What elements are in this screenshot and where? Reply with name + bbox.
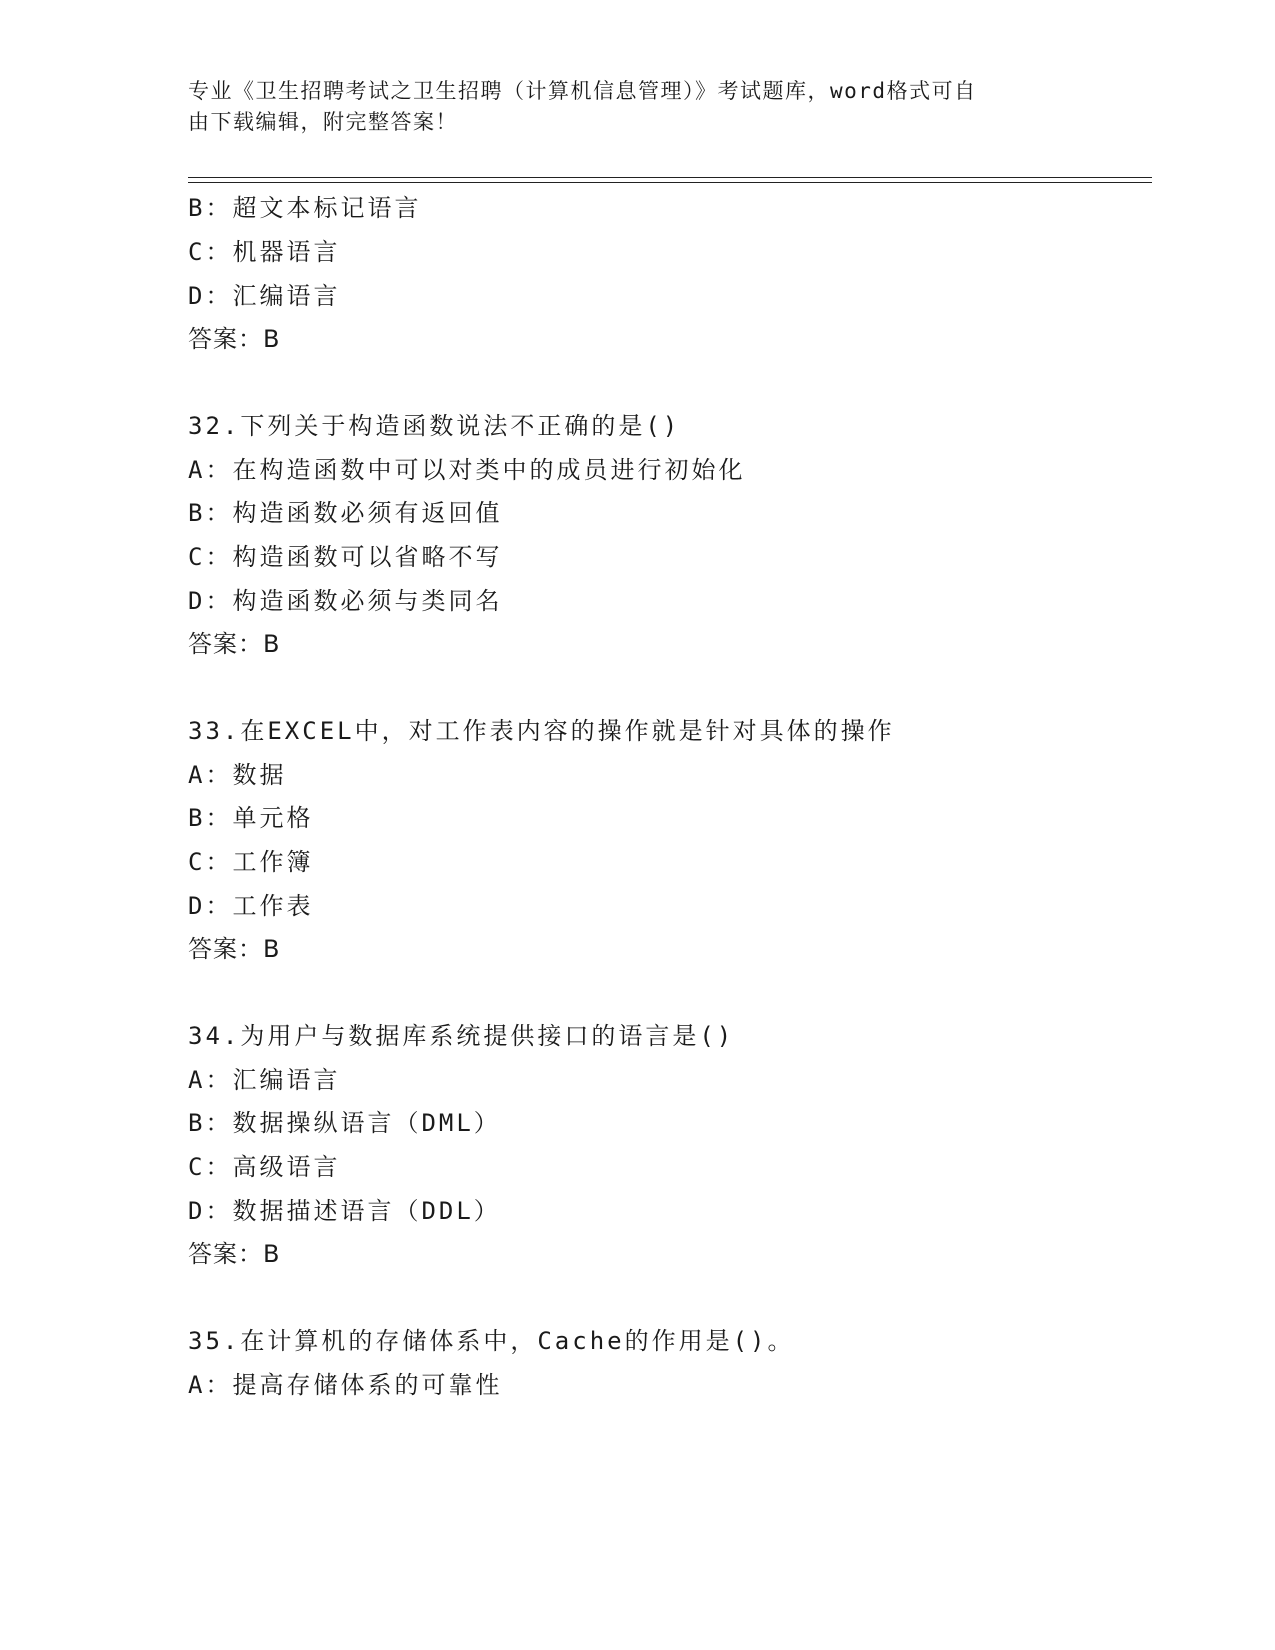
- header-divider-top: [188, 177, 1152, 178]
- document-header: [188, 76, 1088, 138]
- question-stem: 32.下列关于构造函数说法不正确的是(): [188, 412, 681, 440]
- answer-line: 答案：B: [188, 1240, 281, 1268]
- option-d: D：汇编语言: [188, 282, 341, 310]
- header-line-2: 由下载编辑，附完整答案！: [188, 110, 458, 134]
- option-c: C：机器语言: [188, 238, 341, 266]
- answer-line: 答案：B: [188, 630, 281, 658]
- option-a: A：在构造函数中可以对类中的成员进行初始化: [188, 456, 746, 484]
- option-b: B：构造函数必须有返回值: [188, 499, 503, 527]
- question-stem: 34.为用户与数据库系统提供接口的语言是(): [188, 1022, 735, 1050]
- header-line-1: 专业《卫生招聘考试之卫生招聘（计算机信息管理）》考试题库，word格式可自: [188, 79, 977, 103]
- answer-line: 答案：B: [188, 325, 281, 353]
- option-b: B：数据操纵语言（DML）: [188, 1109, 501, 1137]
- question-stem: 35.在计算机的存储体系中，Cache的作用是()。: [188, 1327, 795, 1355]
- option-d: D：工作表: [188, 892, 314, 920]
- header-divider-bottom: [188, 182, 1152, 183]
- option-c: C：工作簿: [188, 848, 314, 876]
- option-a: A：汇编语言: [188, 1066, 341, 1094]
- option-d: D：构造函数必须与类同名: [188, 587, 503, 615]
- option-c: C：高级语言: [188, 1153, 341, 1181]
- option-b: B：超文本标记语言: [188, 194, 422, 222]
- option-a: A：提高存储体系的可靠性: [188, 1371, 503, 1399]
- option-b: B：单元格: [188, 804, 314, 832]
- option-c: C：构造函数可以省略不写: [188, 543, 503, 571]
- question-stem: 33.在EXCEL中，对工作表内容的操作就是针对具体的操作: [188, 717, 895, 745]
- answer-line: 答案：B: [188, 935, 281, 963]
- option-a: A：数据: [188, 761, 287, 789]
- option-d: D：数据描述语言（DDL）: [188, 1197, 501, 1225]
